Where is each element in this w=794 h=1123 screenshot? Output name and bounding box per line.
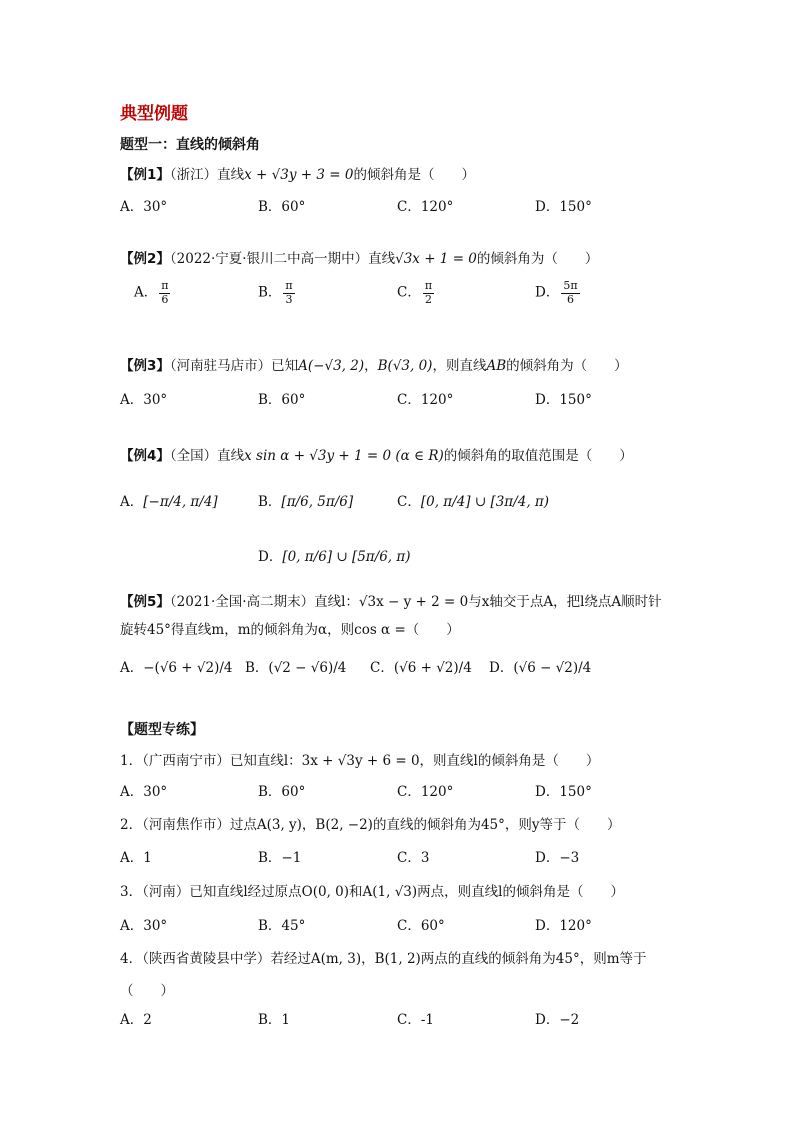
practice-heading: 【题型专练】 [120,722,204,738]
question-4-option-a[interactable]: A．2 [120,1012,152,1028]
interval: [−π/4, π/4] [143,494,218,510]
question-2-option-b[interactable]: B．−1 [258,850,302,866]
question-3-stem: 3．（河南）已知直线l经过原点O(0, 0)和A(1, √3)两点，则直线l的倾斜角是（ ） [120,884,624,900]
option-letter: C． [370,660,394,676]
question-2-option-d[interactable]: D．−3 [535,850,580,866]
question-3-option-a[interactable]: A．30° [120,918,168,934]
question-4-stem: 4．（陕西省黄陵县中学）若经过A(m, 3)，B(1, 2)两点的直线的倾斜角为45°，则m等于 [120,951,647,967]
example-5-option-c[interactable] [370,656,472,676]
example-2-option-a[interactable] [134,280,172,306]
option-value: −(√6 + √2)/4 [143,660,233,676]
question-3-option-b[interactable]: B．45° [258,918,306,934]
example-5-option-d[interactable] [489,656,591,676]
interval: [0, π/4] ∪ [3π/4, π) [420,494,550,510]
question-2-option-a[interactable]: A．1 [120,850,152,866]
example-3-tail: ，则直线 [432,358,487,374]
example-1-tail: 的倾斜角是（ ） [353,167,475,183]
option-letter: D． [489,660,514,676]
example-3-stem [120,354,628,374]
example-5-option-a[interactable] [120,656,233,676]
fraction: $\frac{\pi}{6}$ [161,279,169,306]
example-3-option-c[interactable]: C．120° [397,392,454,408]
point-b: B(√3, 0) [377,358,433,374]
interval: [π/6, 5π/6] [281,494,354,510]
question-1-option-a[interactable]: A．30° [120,784,168,800]
example-4-option-b[interactable] [258,490,353,510]
question-1-stem: 1．（广西南宁市）已知直线l：3x + √3y + 6 = 0，则直线l的倾斜角是（ ） [120,753,600,769]
type1-heading: 题型一：直线的倾斜角 [120,137,260,153]
example-5-option-b[interactable] [245,656,346,676]
example-5-label: 【例5】 [120,594,170,610]
option-value: (√6 + √2)/4 [393,660,472,676]
example-5-stem-line1 [120,590,662,610]
example-2-option-c[interactable] [397,280,436,306]
example-2-label: 【例2】 [120,251,170,267]
question-3-option-d[interactable]: D．120° [535,918,592,934]
question-1-option-c[interactable]: C．120° [397,784,454,800]
example-2-option-d[interactable] [535,280,582,306]
example-2-stem [120,247,598,267]
fraction: $\frac{5\pi}{6}$ [563,279,578,306]
option-letter: A． [120,494,144,510]
question-3-option-c[interactable]: C．60° [397,918,445,934]
option-letter: D． [535,284,560,301]
question-1-option-b[interactable]: B．60° [258,784,306,800]
example-4-option-d[interactable] [258,545,411,565]
section-heading: 典型例题 [120,104,188,124]
example-3-tail2: 的倾斜角为（ ） [506,358,628,374]
example-1-label: 【例1】 [120,167,170,183]
example-3-source: （河南驻马店市）已知 [169,358,299,374]
question-1-option-d[interactable]: D．150° [535,784,592,800]
example-2-source: （2022·宁夏·银川二中高一期中）直线 [169,251,396,267]
example-2-option-b[interactable] [258,280,297,306]
example-1-stem [120,163,475,183]
example-3-option-d[interactable]: D．150° [535,392,592,408]
option-letter: A． [120,660,144,676]
interval: [0, π/6] ∪ [5π/6, π) [282,549,411,565]
fraction: $\frac{\pi}{2}$ [424,279,433,306]
fraction: $\frac{\pi}{3}$ [285,279,293,306]
example-4-source: （全国）直线 [169,448,245,464]
example-1-option-c[interactable]: C．120° [397,199,454,215]
example-4-option-c[interactable] [397,490,549,510]
example-1-option-d[interactable]: D．150° [535,199,592,215]
example-3-option-a[interactable]: A．30° [120,392,168,408]
option-value: (√6 − √2)/4 [513,660,592,676]
question-4-option-b[interactable]: B．1 [258,1012,291,1028]
option-letter: B． [245,660,269,676]
example-4-tail: 的倾斜角的取值范围是（ ） [443,448,633,464]
example-5-text1: （2021·全国·高二期末）直线l：√3x − y + 2 = 0与x轴交于点A，把l绕点A顺时针 [169,594,662,610]
option-letter: A． [134,284,158,301]
option-letter: B． [258,494,282,510]
example-1-option-b[interactable]: B．60° [258,199,306,215]
option-letter: D． [258,549,283,565]
example-4-label: 【例4】 [120,448,170,464]
example-1-source: （浙江）直线 [169,167,245,183]
question-2-stem: 2．（河南焦作市）过点A(3, y)，B(2, −2)的直线的倾斜角为45°，则y等于（ ） [120,817,621,833]
example-3-option-b[interactable]: B．60° [258,392,306,408]
separator: ， [364,358,378,374]
example-5-stem-line2: 旋转45°得直线m，m的倾斜角为α，则cos α =（ ） [120,622,460,638]
question-4-option-c[interactable]: C．-1 [397,1012,434,1028]
line-ab: AB [486,358,507,374]
example-1-equation: x + √3y + 3 = 0 [244,167,354,183]
option-value: (√2 − √6)/4 [268,660,347,676]
example-2-tail: 的倾斜角为（ ） [476,251,599,267]
option-letter: C． [397,284,421,301]
example-1-option-a[interactable]: A．30° [120,199,168,215]
question-4-option-d[interactable]: D．−2 [535,1012,580,1028]
example-4-stem [120,444,633,464]
point-a: A(−√3, 2) [298,358,365,374]
example-4-equation: x sin α + √3y + 1 = 0 (α ∈ R) [244,448,444,464]
question-4-stem-cont: （ ） [120,983,174,999]
question-2-option-c[interactable]: C．3 [397,850,430,866]
example-2-equation: √3x + 1 = 0 [395,251,477,267]
example-4-option-a[interactable] [120,490,218,510]
option-letter: C． [397,494,421,510]
example-3-label: 【例3】 [120,358,170,374]
option-letter: B． [258,284,282,301]
